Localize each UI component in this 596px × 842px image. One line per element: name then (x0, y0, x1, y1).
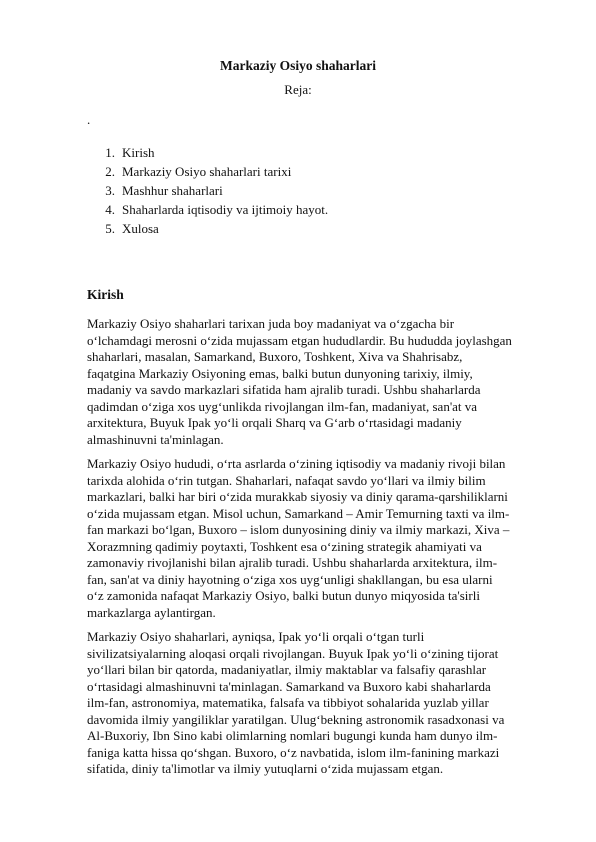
plan-heading: Reja: (284, 82, 312, 97)
plan-item-text: Xulosa (122, 221, 159, 236)
plan-item-text: Kirish (122, 145, 155, 160)
document-title: Markaziy Osiyo shaharlari (220, 58, 376, 73)
plan-item (87, 181, 328, 200)
paragraph: Markaziy Osiyo shaharlari tarixan juda boy madaniyat va oʻzgacha bir oʻlchamdagi merosni oʻzida mujassam etgan hududlardir. Bu hududda joylashgan shaharlari, masalan, Samarkand, Buxoro, Toshkent, Xiva va Shahrisabz, faqatgina Markaziy Osiyoning emas, balki butun dunyoning tarixiy, ilmiy, madaniy va savdo markazlari sifatida ham ajralib turadi. Ushbu shaharlarda qadimdan oʻziga xos uygʻunlikda rivojlangan ilm-fan, madaniyat, san'at va arxitektura, Buyuk Ipak yoʻli orqali Sharq va Gʻarb oʻrtasidagi madaniy almashinuvni ta'minlagan. (87, 316, 512, 447)
plan-item-number: 4. (105, 202, 115, 217)
separator-mark: . (87, 112, 91, 127)
paragraph: Markaziy Osiyo hududi, oʻrta asrlarda oʻzining iqtisodiy va madaniy rivoji bilan tarixda alohida oʻrin tutgan. Shaharlari, nafaqat savdo yoʻllari va ilmiy bilim markazlari, balki har biri oʻzida murakkab siyosiy va diniy qarama-qarshiliklarni oʻzida mujassam etgan. Misol uchun, Samarkand – Amir Temurning taxti va ilm-fan markazi boʻlgan, Buxoro – islom dunyosining diniy va ilmiy markazi, Xiva – Xorazmning qadimiy poytaxti, Toshkent esa oʻzining strategik ahamiyati va zamonaviy rivojlanishi bilan ajralib turadi. Ushbu shaharlarda arxitektura, ilm-fan, san'at va diniy hayotning oʻziga xos uygʻunligi shakllangan, bu esa ularni oʻz zamonida nafaqat Markaziy Osiyo, balki butun dunyo miqyosida ta'sirli markazlarga aylantirgan. (87, 456, 510, 620)
plan-item-text: Shaharlarda iqtisodiy va ijtimoiy hayot. (122, 202, 329, 217)
plan-item (87, 219, 328, 238)
plan-list (87, 143, 328, 238)
paragraph: Markaziy Osiyo shaharlari, ayniqsa, Ipak yoʻli orqali oʻtgan turli sivilizatsiyalarning aloqasi orqali rivojlangan. Buyuk Ipak yoʻli oʻzining tijorat yoʻllari bilan bir qatorda, madaniyatlar, ilmiy maktablar va falsafiy qarashlar oʻrtasidagi almashinuvni ta'minlagan. Samarkand va Buxoro kabi shaharlarda ilm-fan, astronomiya, matematika, falsafa va tibbiyot sohalarida yuzlab yillar davomida ilmiy yangiliklar yaratilgan. Ulugʻbekning astronomik rasadxonasi va Al-Buxoriy, Ibn Sino kabi olimlarning nomlari bugungi kunda ham dunyo ilm-faniga katta hissa qoʻshgan. Buxoro, oʻz navbatida, islom ilm-fanining markazi sifatida, diniy ta'limotlar va ilmiy yutuqlarni oʻzida mujassam etgan. (87, 629, 505, 776)
section-body (87, 316, 512, 786)
plan-item-text: Mashhur shaharlari (122, 183, 223, 198)
plan-item (87, 143, 328, 162)
section-heading: Kirish (87, 287, 124, 302)
plan-item-number: 3. (105, 183, 115, 198)
plan-item (87, 162, 328, 181)
plan-item-number: 1. (105, 145, 115, 160)
plan-item-text: Markaziy Osiyo shaharlari tarixi (122, 164, 292, 179)
plan-item-number: 5. (105, 221, 115, 236)
plan-item-number: 2. (105, 164, 115, 179)
plan-item (87, 200, 328, 219)
